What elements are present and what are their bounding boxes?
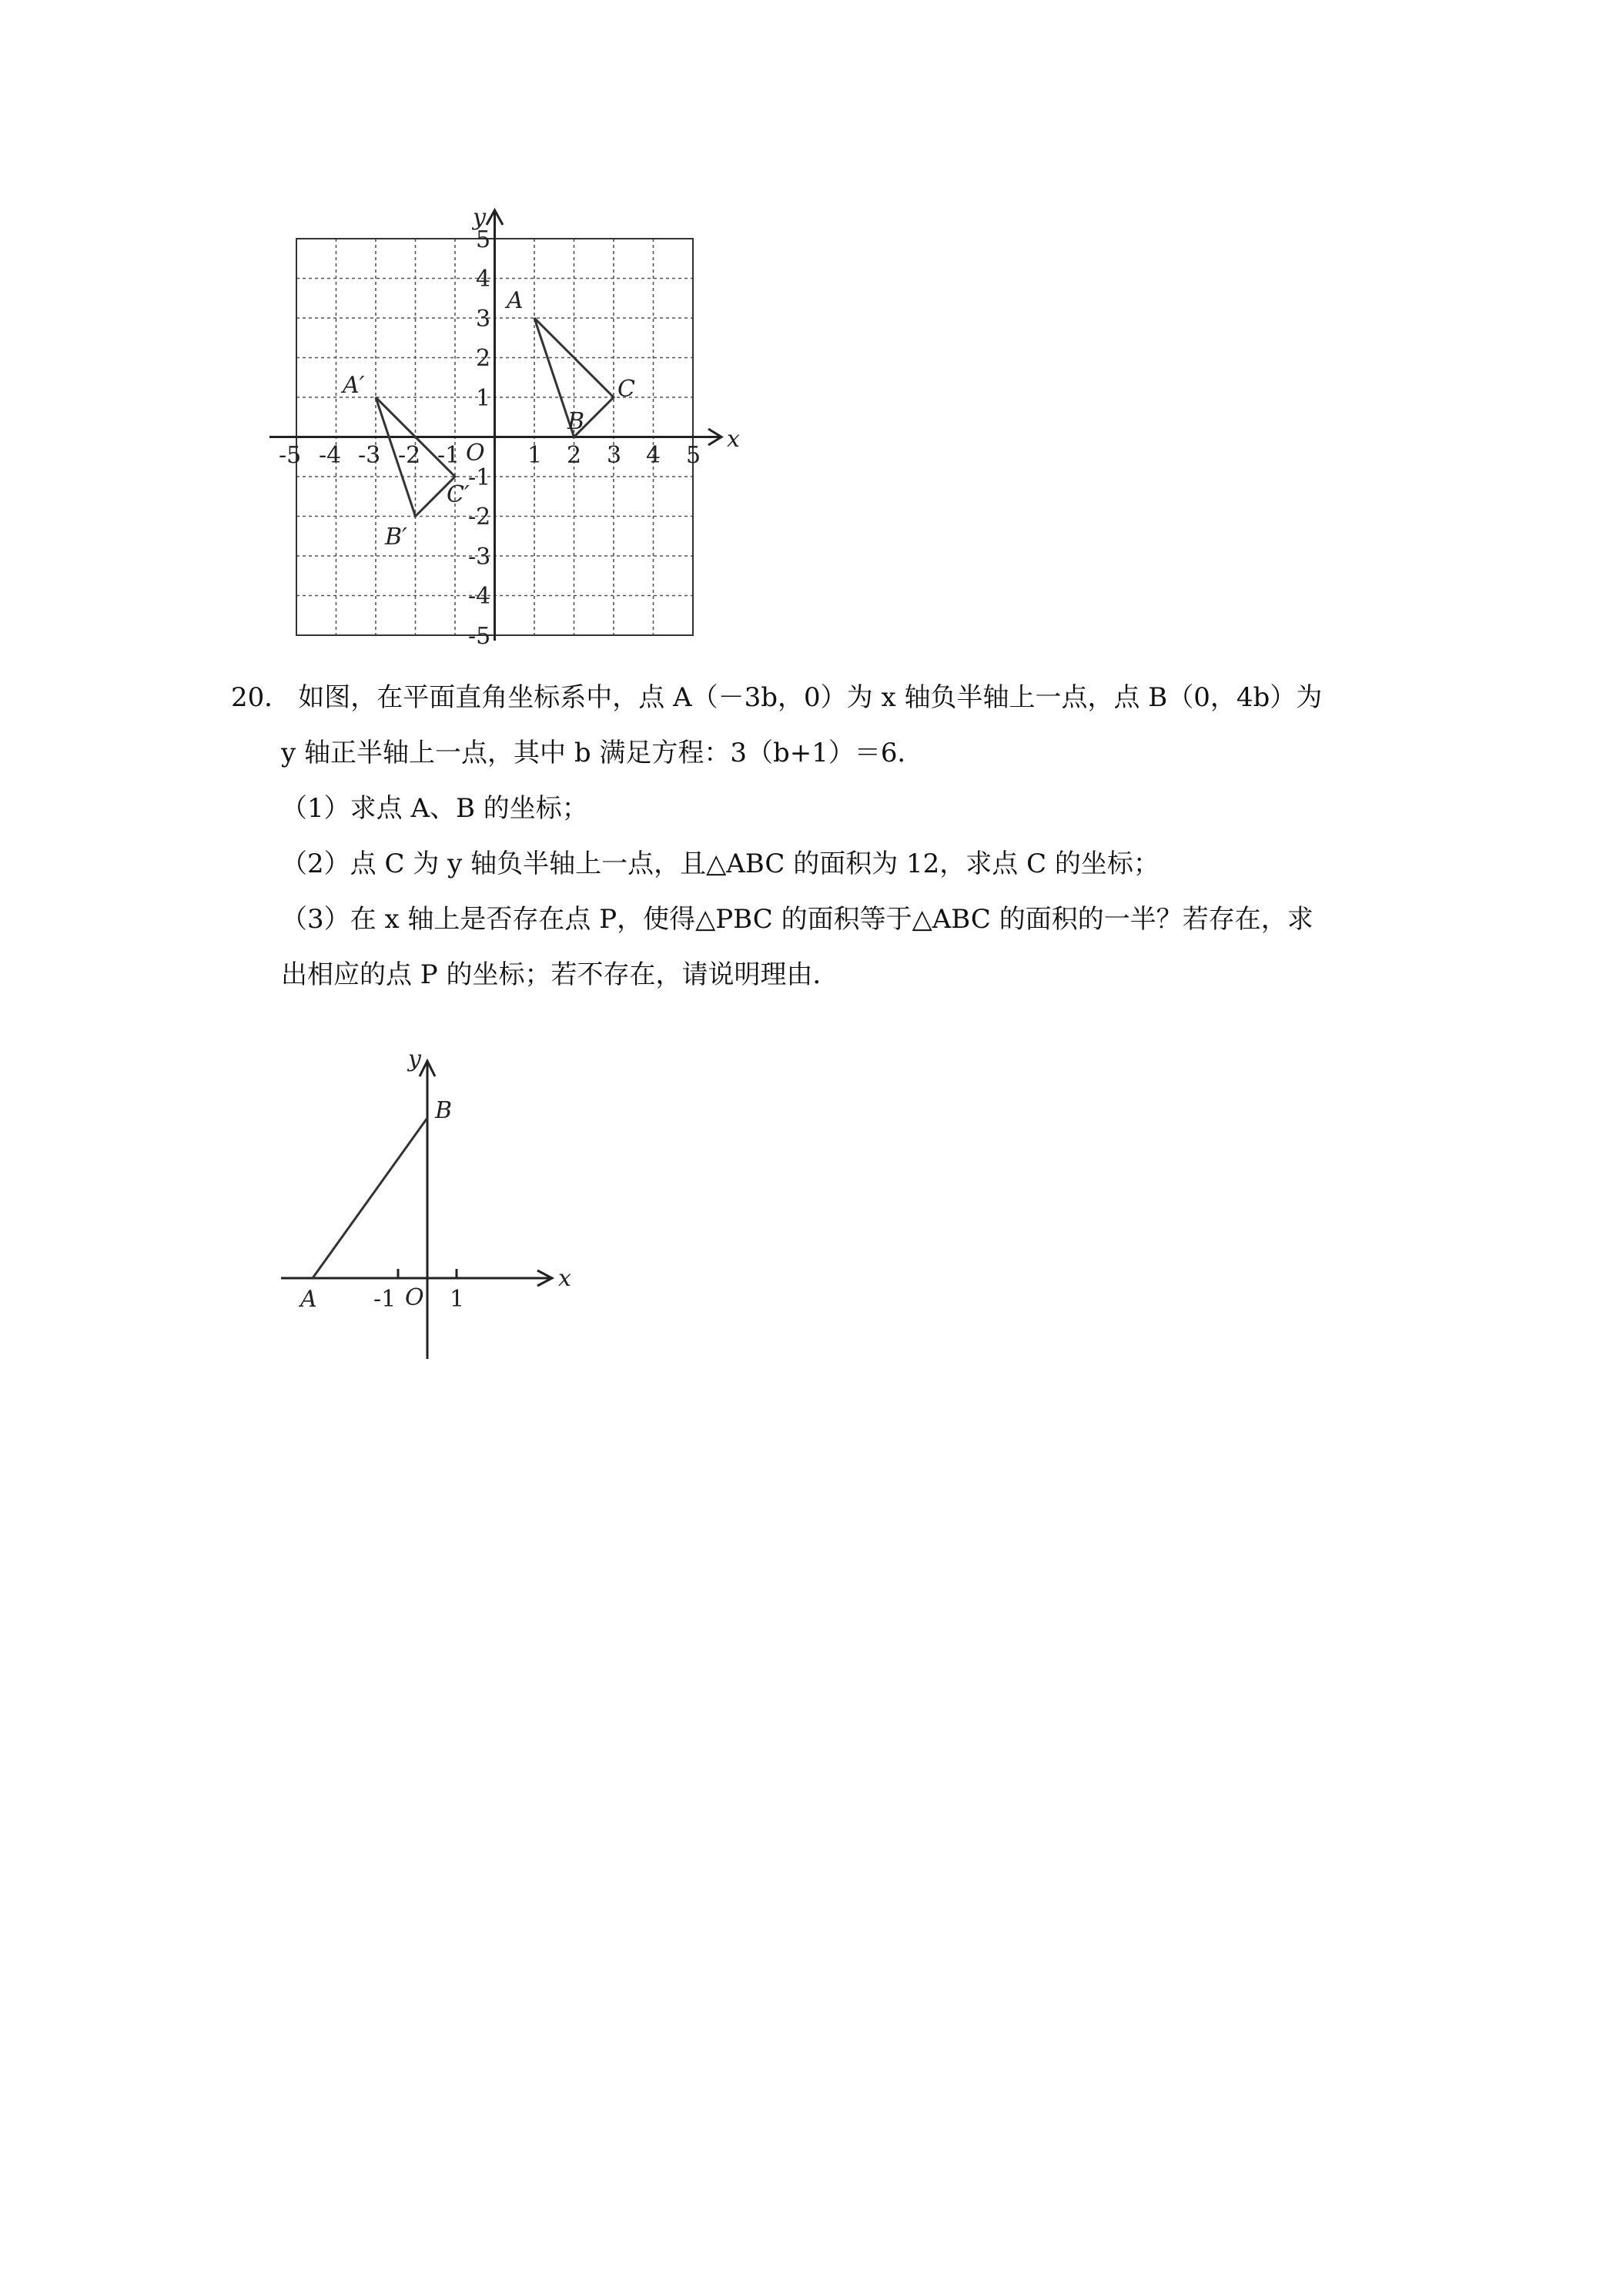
question-3-line-1: （3）在 x 轴上是否存在点 P，使得△PBC 的面积等于△ABC 的面积的一半？若存在，求 [281, 904, 1313, 935]
point-a-prime-label: A′ [343, 372, 365, 399]
y-tick-label: -2 [468, 504, 491, 530]
point-b-prime-label: B′ [385, 524, 407, 551]
x-axis-label: x [727, 426, 740, 453]
y-axis-label: y [473, 204, 486, 231]
question-3-line-2: 出相应的点 P 的坐标；若不存在，请说明理由． [281, 959, 839, 990]
point-a-label: A [507, 287, 524, 314]
coordinate-grid-figure [262, 185, 755, 647]
x-tick-label: 4 [646, 442, 661, 469]
problem-20 [231, 670, 1417, 1002]
y-tick-label: 1 [476, 385, 491, 412]
point-a-label: A [300, 1286, 317, 1313]
problem-statement-1: 如图，在平面直角坐标系中，点 A（－3b，0）为 x 轴负半轴上一点，点 B（0，4b）为 [298, 682, 1323, 713]
problem-line-2: y 轴正半轴上一点，其中 b 满足方程：3（b+1）＝6． [281, 738, 924, 768]
y-tick-label: 2 [476, 345, 491, 372]
x-tick-label: -3 [358, 442, 381, 469]
tick-label-1: 1 [450, 1286, 465, 1313]
y-tick-label: 3 [476, 306, 491, 333]
y-tick-label: -1 [468, 464, 491, 491]
x-tick-label: 5 [686, 442, 701, 469]
tick-label-neg1: -1 [373, 1286, 397, 1313]
axes-figure-ab [254, 1047, 601, 1386]
question-1: （1）求点 A、B 的坐标； [281, 793, 588, 824]
point-b-label: B [567, 408, 585, 435]
x-tick-label: -5 [279, 442, 302, 469]
x-tick-label: 3 [607, 442, 622, 469]
problem-line-1 [231, 670, 1417, 725]
question-2: （2）点 C 为 y 轴负半轴上一点，且△ABC 的面积为 12，求点 C 的坐标； [281, 848, 1160, 879]
y-tick-label: -4 [468, 583, 491, 610]
y-tick-label: 5 [476, 226, 491, 253]
y-tick-label: -5 [468, 623, 491, 647]
x-tick-label: 2 [567, 442, 582, 469]
x-axis-label: x [558, 1265, 571, 1292]
origin-label: O [405, 1284, 424, 1311]
y-tick-label: -3 [468, 544, 491, 571]
y-tick-label: 4 [476, 266, 491, 293]
x-tick-label: -4 [319, 442, 342, 469]
x-tick-label: -2 [398, 442, 421, 469]
y-axis-label: y [408, 1047, 421, 1073]
problem-number: 20． [231, 682, 291, 713]
origin-label: O [466, 440, 485, 467]
point-b-label: B [435, 1097, 453, 1124]
point-c-label: C [617, 376, 635, 403]
x-tick-label: -1 [437, 442, 460, 469]
segment-ab [313, 1118, 427, 1278]
axes [281, 1061, 552, 1359]
point-c-prime-label: C′ [447, 481, 470, 508]
x-tick-label: 1 [527, 442, 543, 469]
